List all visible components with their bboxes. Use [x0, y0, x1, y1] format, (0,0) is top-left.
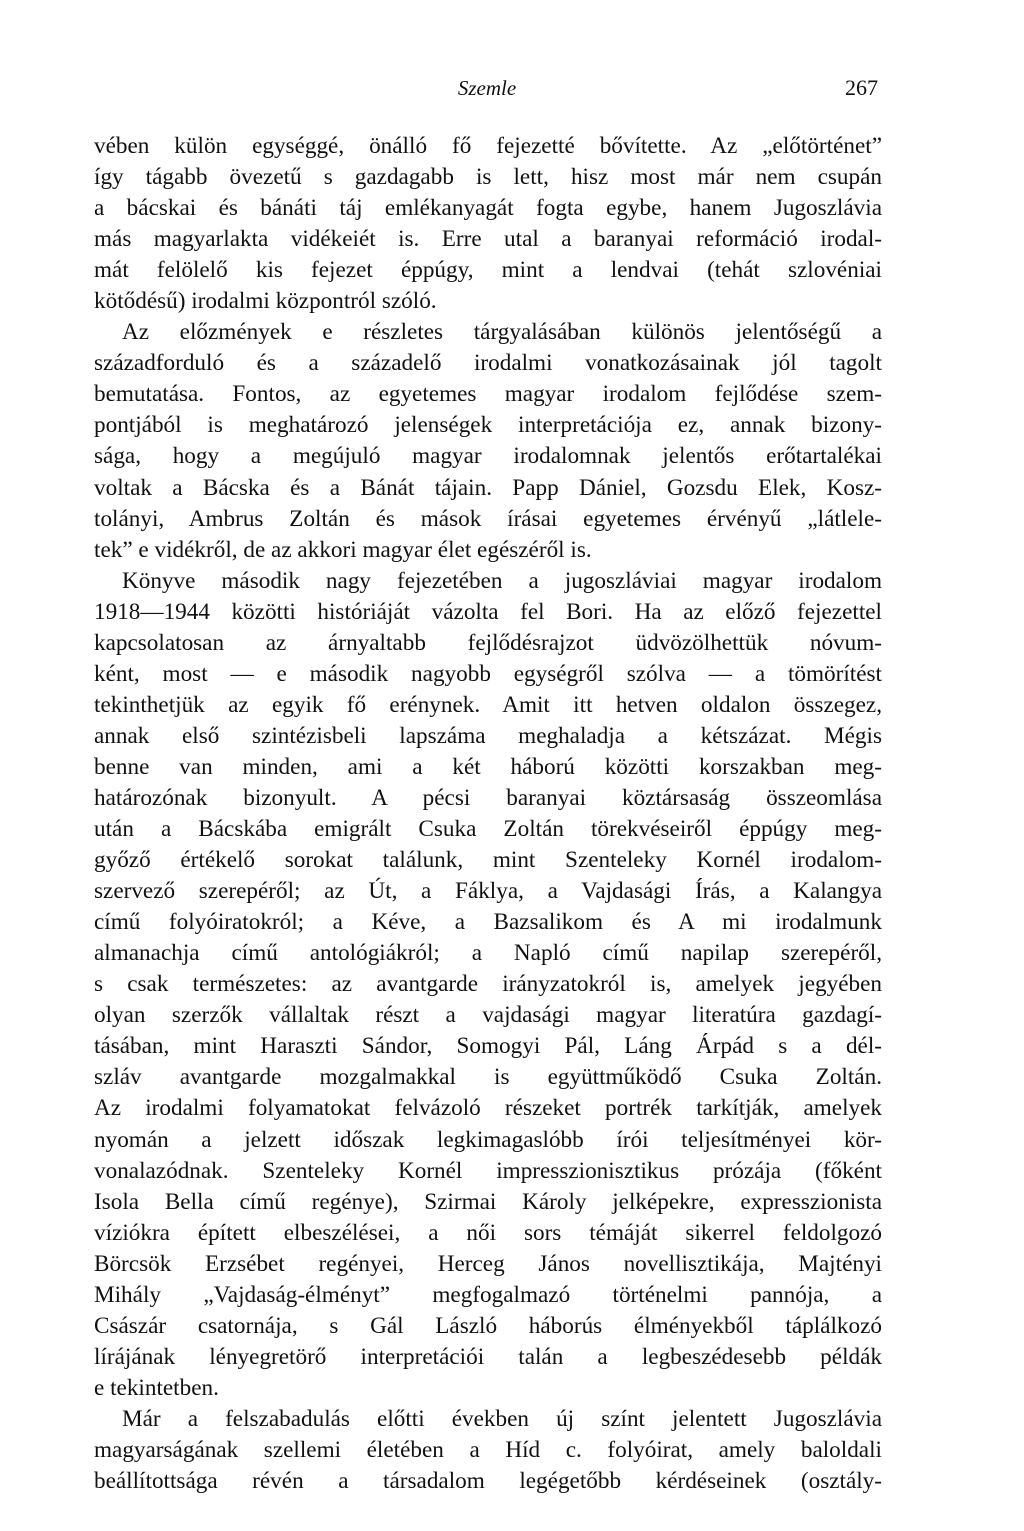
text-line: nyomán a jelzett időszak legkimagaslóbb írói teljesítményei kör-	[94, 1126, 882, 1153]
body-text	[94, 131, 882, 1497]
text-line: Börcsök Erzsébet regényei, Herceg János novellisztikája, Majtényi	[94, 1250, 882, 1277]
text-line: annak első szintézisbeli lapszáma meghaladja a kétszázat. Mégis	[94, 722, 882, 749]
text-line: kapcsolatosan az árnyaltabb fejlődésrajzot üdvözölhettük nóvum-	[94, 629, 882, 656]
text-line: határozónak bizonyult. A pécsi baranyai köztársaság összeomlása	[94, 784, 882, 811]
text-line: tek” e vidékről, de az akkori magyar élet egészéről is.	[94, 536, 592, 563]
text-line: beállítottsága révén a társadalom legégetőbb kérdéseinek (osztály-	[94, 1468, 882, 1495]
text-line: pontjából is meghatározó jelenségek interpretációja ez, annak bizony-	[94, 412, 882, 439]
text-line: víziókra épített elbeszélései, a női sors témáját sikerrel feldolgozó	[94, 1219, 882, 1246]
text-line: Isola Bella című regénye), Szirmai Károly jelképekre, expresszionista	[94, 1188, 882, 1215]
text-line: vonalazódnak. Szenteleky Kornél impresszionisztikus prózája (főként	[94, 1157, 882, 1184]
text-line: bemutatása. Fontos, az egyetemes magyar irodalom fejlődése szem-	[94, 381, 882, 408]
text-line: Az irodalmi folyamatokat felvázoló részeket portrék tarkítják, amelyek	[94, 1095, 882, 1122]
text-line: olyan szerzők vállaltak részt a vajdasági magyar literatúra gazdagí-	[94, 1002, 882, 1029]
text-line: szláv avantgarde mozgalmakkal is együttműködő Csuka Zoltán.	[94, 1064, 882, 1091]
text-line: a bácskai és bánáti táj emlékanyagát fogta egybe, hanem Jugoszlávia	[94, 195, 882, 222]
text-line: e tekintetben.	[94, 1374, 219, 1401]
running-title: Szemle	[457, 76, 517, 100]
text-line: után a Bácskába emigrált Csuka Zoltán törekvéseiről éppúgy meg-	[94, 816, 882, 843]
text-line: tásában, mint Haraszti Sándor, Somogyi Pál, Láng Árpád s a dél-	[94, 1033, 882, 1060]
text-line: Császár csatornája, s Gál László háborús élményekből táplálkozó	[94, 1312, 882, 1339]
text-line: ként, most — e második nagyobb egységről szólva — a tömörítést	[94, 660, 882, 687]
paragraph-start-line: Könyve második nagy fejezetében a jugoszláviai magyar irodalom	[122, 567, 882, 594]
text-line: almanachja című antológiákról; a Napló című napilap szerepéről,	[94, 940, 882, 967]
text-line: című folyóiratokról; a Kéve, a Bazsalikom és A mi irodalmunk	[94, 909, 882, 936]
text-line: magyarságának szellemi életében a Híd c. folyóirat, amely baloldali	[94, 1436, 882, 1463]
text-line: tolányi, Ambrus Zoltán és mások írásai egyetemes érvényű „látlele-	[94, 505, 882, 532]
text-line: voltak a Bácska és a Bánát tájain. Papp Dániel, Gozsdu Elek, Kosz-	[94, 474, 882, 501]
running-head	[94, 74, 880, 106]
text-line: mát felölelő kis fejezet éppúgy, mint a lendvai (tehát szlovéniai	[94, 257, 882, 284]
text-line: 1918—1944 közötti históriáját vázolta fel Bori. Ha az előző fejezettel	[94, 598, 882, 625]
text-line: győző értékelő sorokat találunk, mint Szenteleky Kornél irodalom-	[94, 847, 882, 874]
paragraph-start-line: Az előzmények e részletes tárgyalásában különös jelentőségű a	[122, 319, 882, 346]
text-line: kötődésű) irodalmi központról szóló.	[94, 288, 437, 315]
paragraph-start-line: Már a felszabadulás előtti években új színt jelentett Jugoszlávia	[122, 1405, 882, 1432]
text-line: más magyarlakta vidékeiét is. Erre utal a baranyai reformáció irodal-	[94, 226, 882, 253]
text-line: benne van minden, ami a két háború közötti korszakban meg-	[94, 753, 882, 780]
text-line: így tágabb övezetű s gazdagabb is lett, hisz most már nem csupán	[94, 164, 882, 191]
text-line: s csak természetes: az avantgarde irányzatokról is, amelyek jegyében	[94, 971, 882, 998]
page-number: 267	[845, 75, 878, 100]
text-line: századforduló és a századelő irodalmi vonatkozásainak jól tagolt	[94, 350, 882, 377]
text-line: tekinthetjük az egyik fő erénynek. Amit itt hetven oldalon összegez,	[94, 691, 882, 718]
text-line: sága, hogy a megújuló magyar irodalomnak jelentős erőtartalékai	[94, 443, 882, 470]
text-line: vében külön egységgé, önálló fő fejezetté bővítette. Az „előtörténet”	[94, 133, 882, 159]
text-line: szervező szerepéről; az Út, a Fáklya, a Vajdasági Írás, a Kalangya	[94, 878, 882, 905]
text-line: Mihály „Vajdaság-élményt” megfogalmazó történelmi pannója, a	[94, 1281, 882, 1308]
text-line: lírájának lényegretörő interpretációi talán a legbeszédesebb példák	[94, 1343, 882, 1370]
